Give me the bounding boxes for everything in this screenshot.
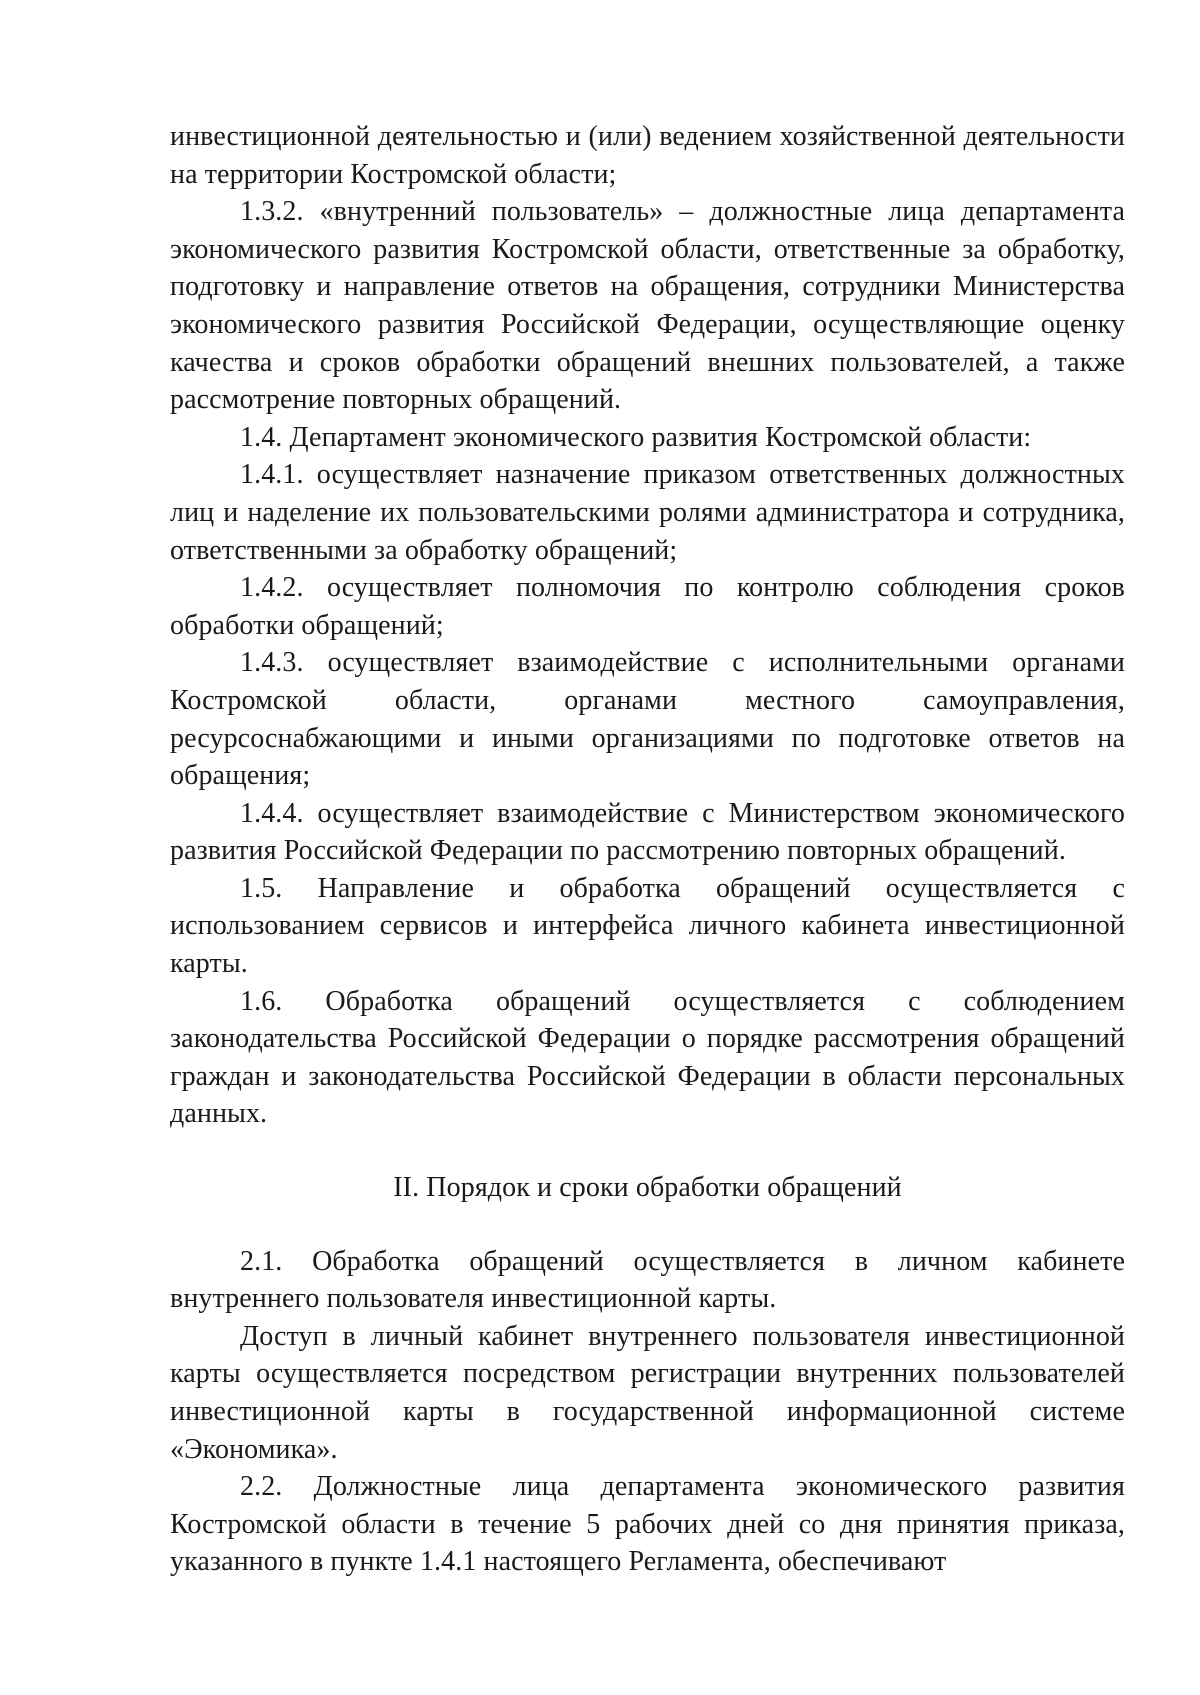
document-body bbox=[170, 118, 1125, 1581]
paragraph-1-4-4: 1.4.4. осуществляет взаимодействие с Министерством экономического развития Российской Федерации по рассмотрению повторных обращений. bbox=[170, 797, 1125, 867]
paragraph-1-4-1: 1.4.1. осуществляет назначение приказом ответственных должностных лиц и наделение их пользовательскими ролями администратора и сотрудника, ответственными за обработку обращений; bbox=[170, 459, 1125, 566]
paragraph-1-5: 1.5. Направление и обработка обращений осуществляется с использованием сервисов и интерфейса личного кабинета инвестиционной карты. bbox=[170, 872, 1125, 980]
paragraph-1-3-2: 1.3.2. «внутренний пользователь» – должностные лица департамента экономического развития Костромской области, ответственные за обработку, подготовку и направление ответов на обращения, сотрудники Министерства экономического развития Российской Федерации, осуществляющие оценку качества и сроков обработки обращений внешних пользователей, а также рассмотрение повторных обращений. bbox=[170, 196, 1125, 416]
paragraph-2-1: 2.1. Обработка обращений осуществляется в личном кабинете внутреннего пользователя инвестиционной карты. bbox=[170, 1245, 1125, 1315]
section-heading: II. Порядок и сроки обработки обращений bbox=[393, 1172, 902, 1204]
paragraph-1-6: 1.6. Обработка обращений осуществляется с соблюдением законодательства Российской Федерации о порядке рассмотрения обращений граждан и законодательства Российской Федерации в области персональных данных. bbox=[170, 985, 1125, 1130]
paragraph-continuation: инвестиционной деятельностью и (или) ведением хозяйственной деятельности на территории Костромской области; bbox=[170, 121, 1125, 190]
paragraph-2-2: 2.2. Должностные лица департамента экономического развития Костромской области в течение 5 рабочих дней со дня принятия приказа, указанного в пункте 1.4.1 настоящего Регламента, обеспечивают bbox=[170, 1471, 1125, 1578]
paragraph-1-4-2: 1.4.2. осуществляет полномочия по контролю соблюдения сроков обработки обращений; bbox=[170, 572, 1125, 641]
paragraph-access: Доступ в личный кабинет внутреннего пользователя инвестиционной карты осуществляется посредством регистрации внутренних пользователей инвестиционной карты в государственной информационной системе «Экономика». bbox=[170, 1320, 1125, 1465]
paragraph-1-4-3: 1.4.3. осуществляет взаимодействие с исполнительными органами Костромской области, органами местного самоуправления, ресурсоснабжающими и иными организациями по подготовке ответов на обращения; bbox=[170, 647, 1125, 792]
paragraph-1-4: 1.4. Департамент экономического развития Костромской области: bbox=[240, 421, 1032, 453]
